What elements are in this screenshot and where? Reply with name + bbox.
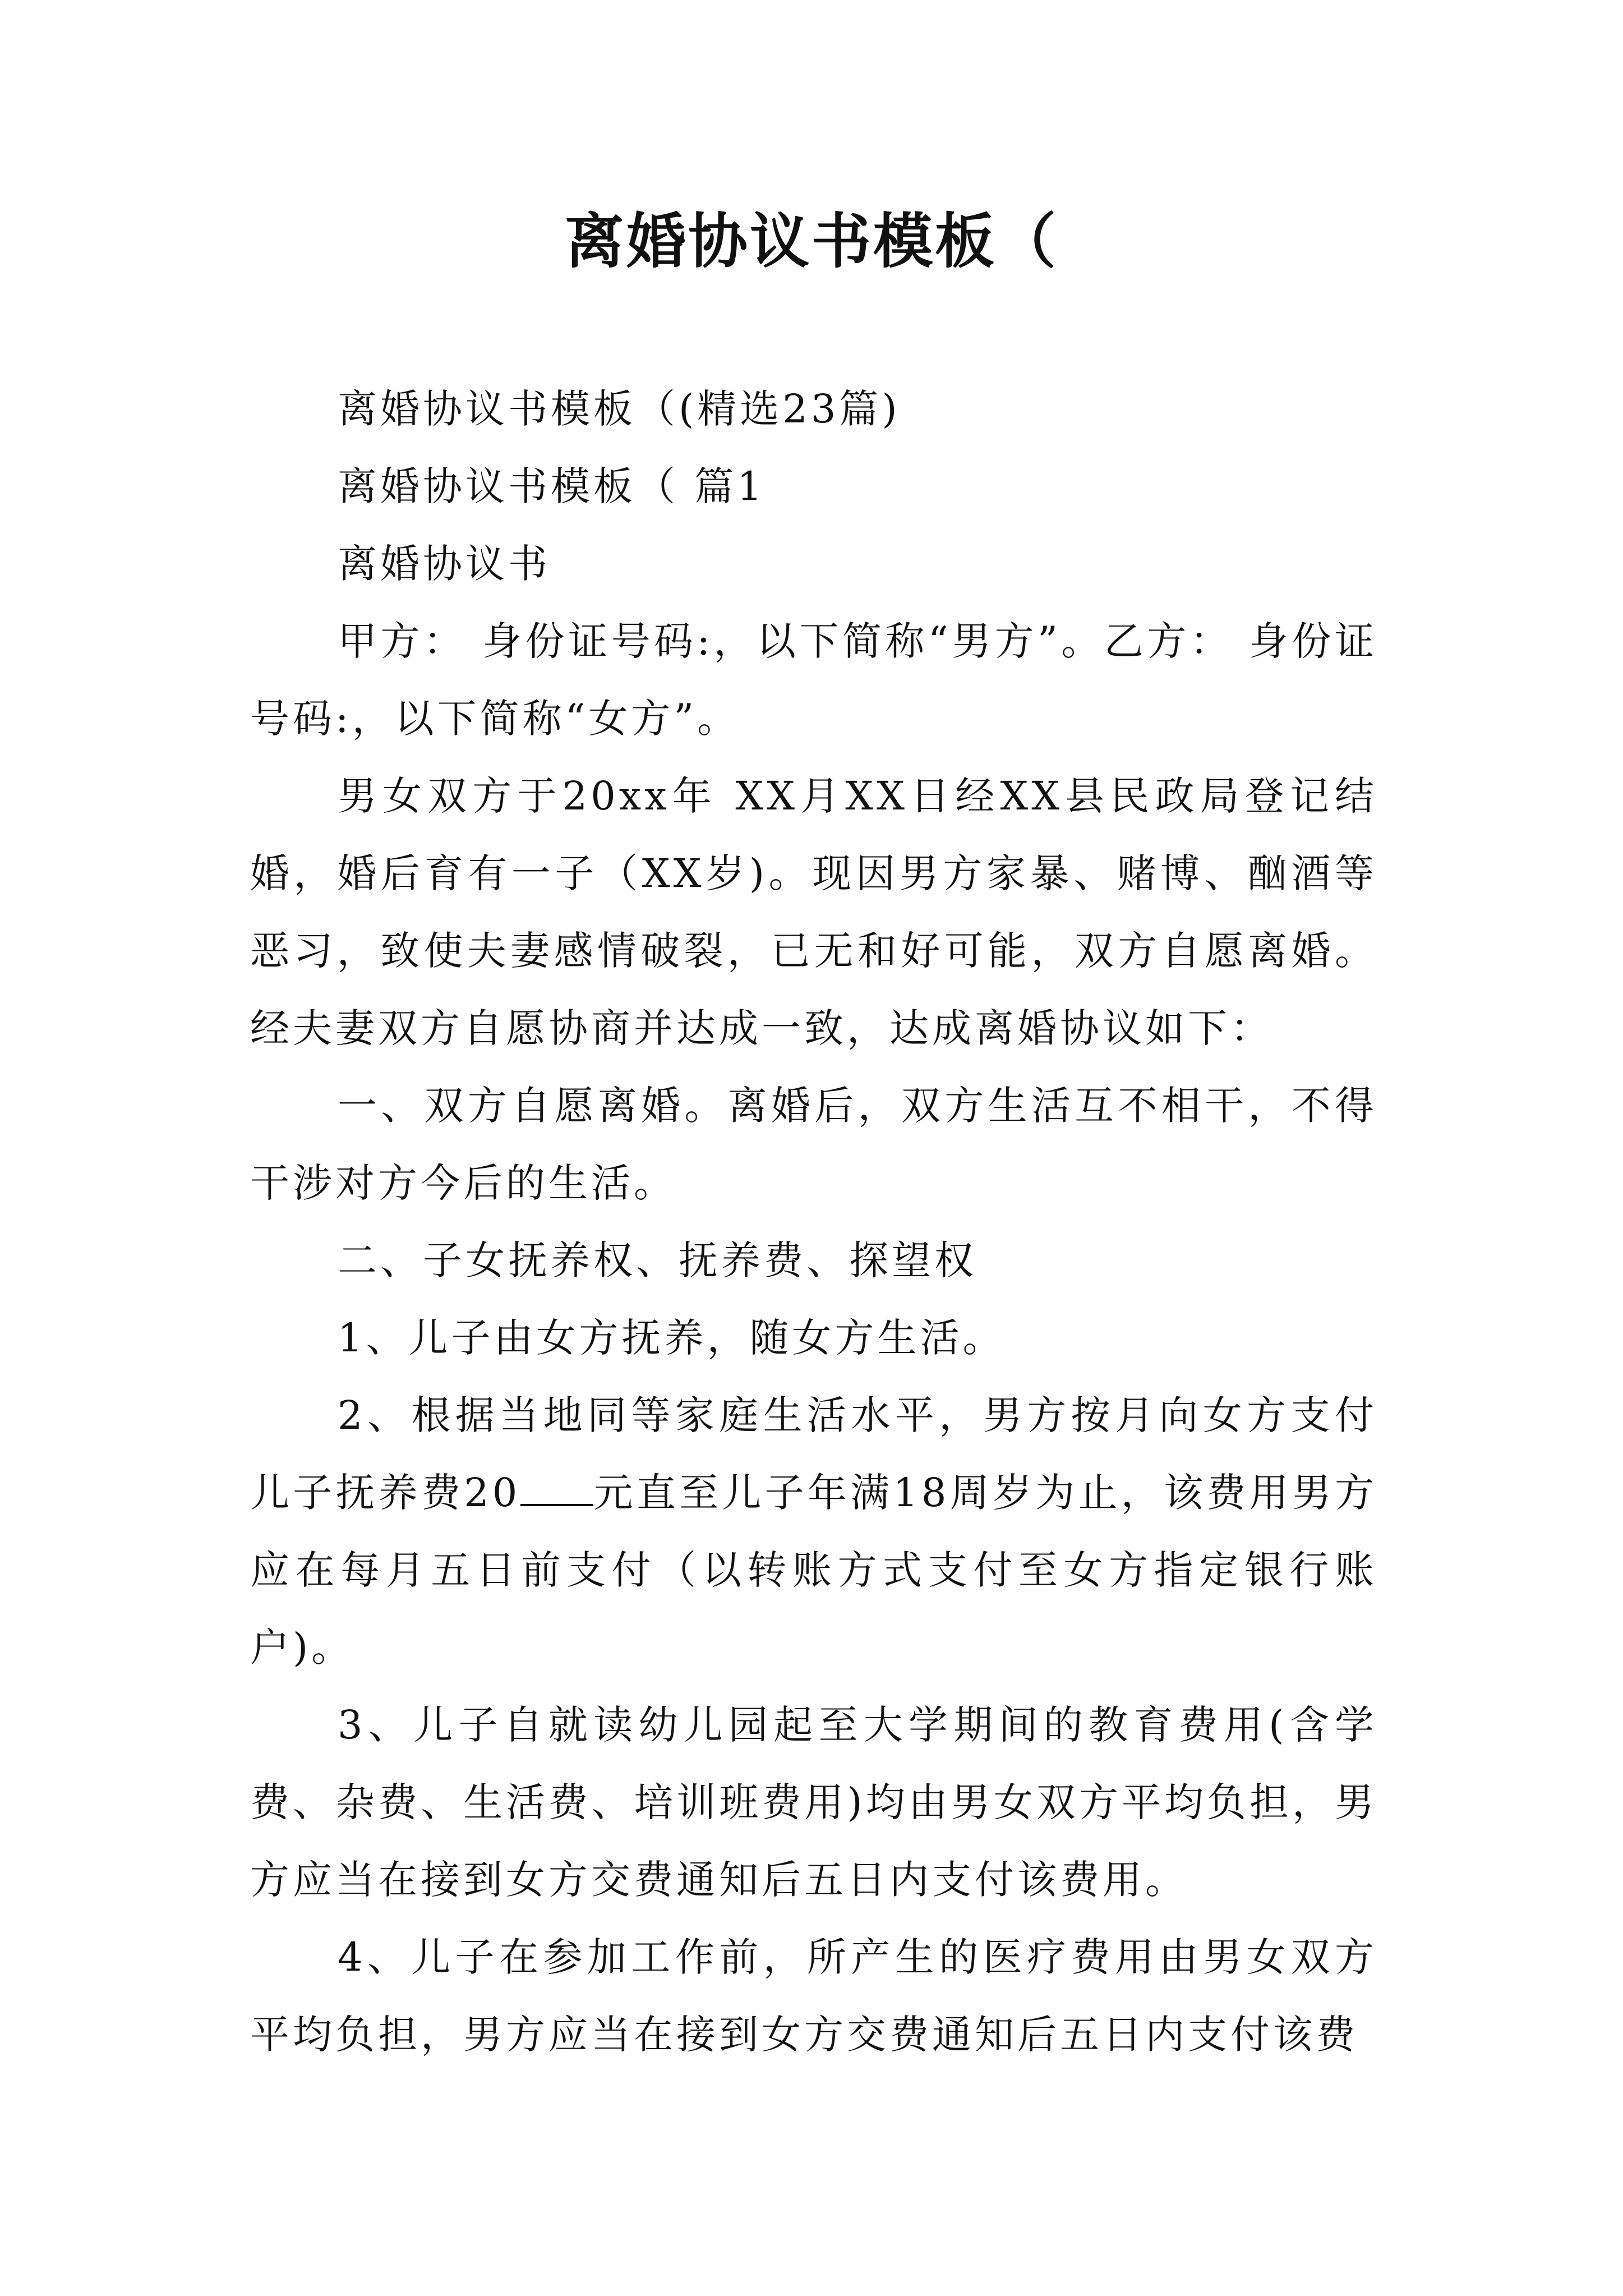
- paragraph-section-heading: 离婚协议书模板（ 篇1: [338, 463, 766, 509]
- paragraph-clause-1: 一、双方自愿离婚。离婚后，双方生活互不相干，不得干涉对方今后的生活。: [250, 1083, 1377, 1206]
- paragraph-child-support: [250, 1377, 1377, 1686]
- paragraph-parties: 甲方： 身份证号码:，以下简称“男方”。乙方： 身份证号码:，以下简称“女方”。: [250, 618, 1377, 742]
- child-support-text-start: 2、根据当地同等家庭生活水平，男方按月向女方支付儿子抚养费20: [250, 1392, 1377, 1516]
- child-support-text-end: 元直至儿子年满18周岁为止，该费用男方应在每月五日前支付（以转账方式支付至女方指定银行账户)。: [250, 1470, 1377, 1671]
- paragraph-subtitle: 离婚协议书模板（(精选23篇): [338, 386, 901, 432]
- paragraph-education-fees: 3、儿子自就读幼儿园起至大学期间的教育费用(含学费、杂费、生活费、培训班费用)均由男女双方平均负担，男方应当在接到女方交费通知后五日内支付该费用。: [250, 1702, 1377, 1903]
- paragraph-clause-2-heading: 二、子女抚养权、抚养费、探望权: [338, 1237, 977, 1283]
- document-body: [250, 370, 1377, 2073]
- paragraph-custody: 1、儿子由女方抚养，随女方生活。: [338, 1315, 1006, 1361]
- amount-blank: [520, 1471, 593, 1506]
- paragraph-marriage-info: 男女双方于20xx年 XX月XX日经XX县民政局登记结婚，婚后育有一子（XX岁)。现因男方家暴、赌博、酗酒等恶习，致使夫妻感情破裂，已无和好可能，双方自愿离婚。经夫妻双方自愿协商并达成一致，达成离婚协议如下：: [250, 773, 1377, 1051]
- paragraph-agreement-heading: 离婚协议书: [338, 541, 551, 587]
- document-title: 离婚协议书模板（: [565, 206, 1058, 276]
- paragraph-medical-fees: 4、儿子在参加工作前，所产生的医疗费用由男女双方平均负担，男方应当在接到女方交费通知后五日内支付该费: [250, 1934, 1377, 2058]
